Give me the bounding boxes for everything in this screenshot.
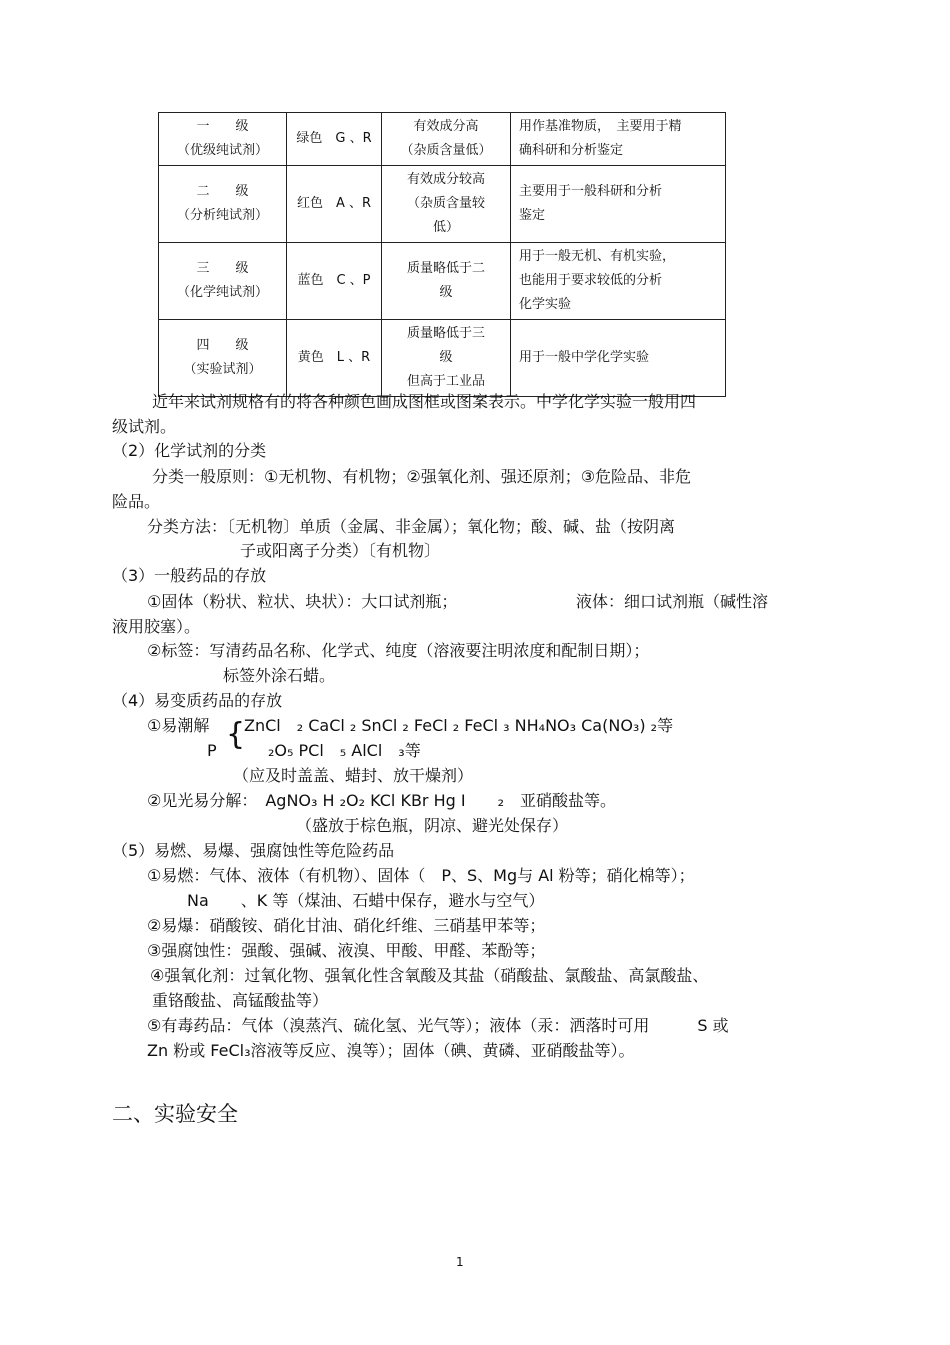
chapter-heading: 二、实验安全 — [112, 1102, 238, 1126]
label-cell: 绿色 G 、R — [287, 113, 382, 166]
use-cell: 主要用于一般科研和分析 鉴定 — [511, 166, 726, 243]
body-text-line: Na 、K 等（煤油、石蜡中保存，避水与空气） — [187, 891, 545, 910]
grade-cell: 三 级 （化学纯试剂） — [159, 243, 287, 320]
body-text-line: 近年来试剂规格有的将各种颜色画成图框或图案表示。中学化学实验一般用四 — [152, 392, 697, 411]
body-text-line: ②易爆：硝酸铵、硝化甘油、硝化纤维、三硝基甲苯等； — [147, 916, 546, 935]
body-text-line: ①固体（粉状、粒状、块状）：大口试剂瓶； — [147, 592, 458, 611]
body-text-line: 险品。 — [112, 492, 161, 511]
body-text-line: Zn 粉或 FeCl₃溶液等反应、溴等）；固体（碘、黄磷、亚硝酸盐等）。 — [147, 1041, 635, 1060]
body-text-line: ⑤有毒药品：气体（溴蒸汽、硫化氢、光气等）；液体（汞：洒落时可用 S 或 — [147, 1016, 729, 1035]
table-row — [159, 243, 726, 320]
quality-cell: 有效成分高 （杂质含量低） — [382, 113, 511, 166]
page-number: 1 — [456, 1255, 464, 1269]
grade-cell: 二 级 （分析纯试剂） — [159, 166, 287, 243]
section-heading: （3）一般药品的存放 — [112, 566, 267, 585]
body-text-line: （盛放于棕色瓶，阴凉、避光处保存） — [296, 816, 569, 835]
table-row — [159, 113, 726, 166]
quality-cell: 有效成分较高 （杂质含量较 低） — [382, 166, 511, 243]
formula-line: P — [207, 741, 217, 760]
label-cell: 红色 A 、R — [287, 166, 382, 243]
section-heading: （5）易燃、易爆、强腐蚀性等危险药品 — [112, 841, 395, 860]
use-cell: 用于一般无机、有机实验， 也能用于要求较低的分析 化学实验 — [511, 243, 726, 320]
use-cell: 用于一般中学化学实验 — [511, 320, 726, 397]
table-row — [159, 320, 726, 397]
body-text-line: （应及时盖盖、蜡封、放干燥剂） — [233, 766, 474, 785]
body-text-line: 子或阳离子分类）〔有机物〕 — [240, 541, 441, 560]
formula-line: ZnCl ₂ CaCl ₂ SnCl ₂ FeCl ₂ FeCl ₃ NH₄NO₃ Ca(NO₃) ₂等 — [244, 716, 674, 735]
label-cell: 黄色 L 、R — [287, 320, 382, 397]
body-text-line: 标签外涂石蜡。 — [223, 666, 336, 685]
body-text-line: 分类一般原则：①无机物、有机物；②强氧化剂、强还原剂；③危险品、非危 — [152, 467, 692, 486]
quality-cell: 质量略低于三 级 但高于工业品 — [382, 320, 511, 397]
quality-cell: 质量略低于二 级 — [382, 243, 511, 320]
body-text-line: 级试剂。 — [112, 417, 177, 436]
use-cell: 用作基准物质， 主要用于精 确科研和分析鉴定 — [511, 113, 726, 166]
grade-cell: 一 级 （优级纯试剂） — [159, 113, 287, 166]
section-heading: （2）化学试剂的分类 — [112, 441, 267, 460]
body-text-line: ②见光易分解： AgNO₃ H ₂O₂ KCl KBr Hg I ₂ 亚硝酸盐等。 — [147, 791, 616, 810]
formula-line: ₂O₅ PCl ₅ AlCl ₃等 — [268, 741, 421, 760]
grade-cell: 四 级 （实验试剂） — [159, 320, 287, 397]
body-text-line: ①易潮解 — [147, 716, 210, 735]
body-text-line: 液体：细口试剂瓶（碱性溶 — [576, 592, 769, 611]
body-text-line: ①易燃：气体、液体（有机物）、固体（ P、S、Mg与 Al 粉等；硝化棉等）； — [147, 866, 695, 885]
table-row — [159, 166, 726, 243]
reagent-grade-table — [158, 112, 726, 397]
body-text-line: 分类方法：〔无机物〕单质（金属、非金属）；氧化物；酸、碱、盐（按阴离 — [147, 517, 676, 536]
label-cell: 蓝色 C 、P — [287, 243, 382, 320]
body-text-line: 液用胶塞）。 — [112, 617, 201, 636]
body-text-line: ④强氧化剂：过氧化物、强氧化性含氧酸及其盐（硝酸盐、氯酸盐、高氯酸盐、 — [150, 966, 709, 985]
section-heading: （4）易变质药品的存放 — [112, 691, 283, 710]
body-text-line: ③强腐蚀性：强酸、强碱、液溴、甲酸、甲醛、苯酚等； — [147, 941, 546, 960]
brace-icon: { — [226, 717, 246, 752]
body-text-line: 重铬酸盐、高锰酸盐等） — [152, 991, 329, 1010]
body-text-line: ②标签：写清药品名称、化学式、纯度（溶液要注明浓度和配制日期）； — [147, 641, 650, 660]
